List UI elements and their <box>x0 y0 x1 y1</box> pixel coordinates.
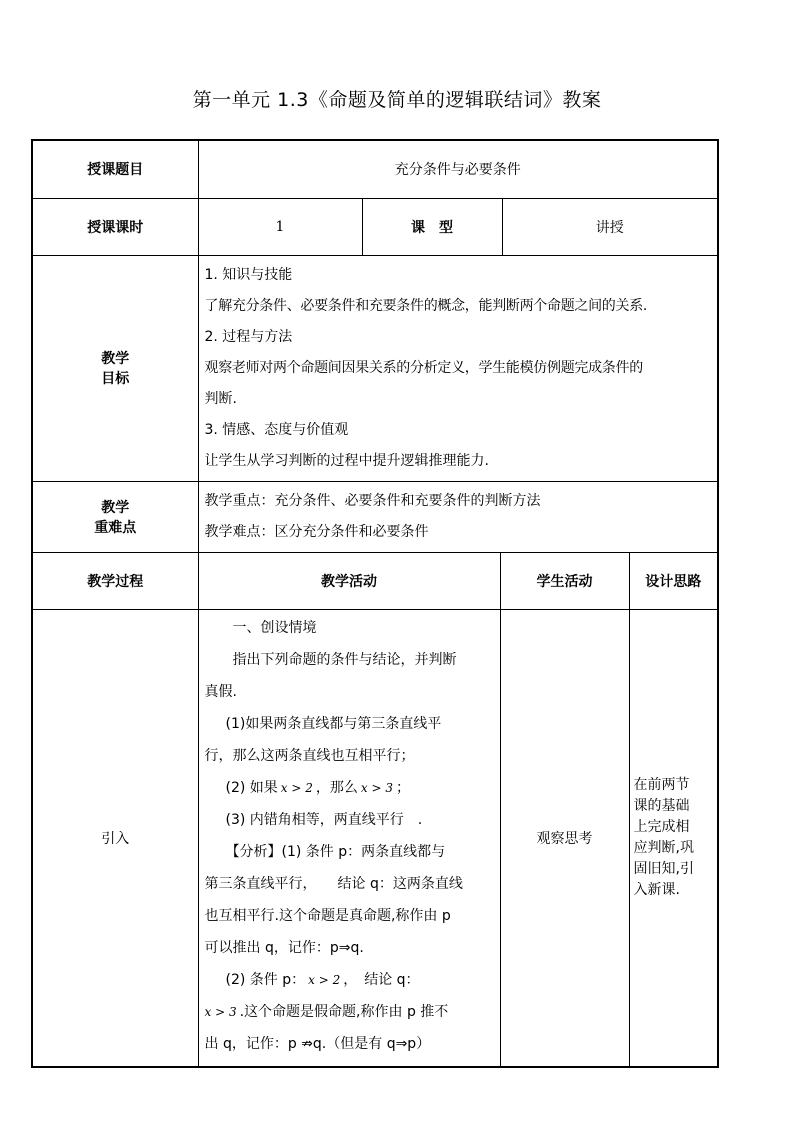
activity-line: (3) 内错角相等，两直线平行 . <box>225 811 423 828</box>
goals-line: 观察老师对两个命题间因果关系的分析定义，学生能模仿例题完成条件的 <box>204 359 643 376</box>
activity-line: 也互相平行.这个命题是真命题,称作由 p <box>204 907 451 924</box>
process-col-stage: 教学过程 <box>32 552 198 609</box>
design-line: 应判断,巩 <box>633 839 694 856</box>
process-col-student: 学生活动 <box>500 552 629 609</box>
page-title: 第一单元 1.3《命题及简单的逻辑联结词》教案 <box>192 89 602 111</box>
activity-text: (2) 如果 <box>225 779 278 796</box>
design-line: 固旧知,引 <box>633 860 694 877</box>
activity-line: 指出下列命题的条件与结论，并判断 <box>232 651 457 668</box>
key-label-line1: 教学 <box>101 499 130 516</box>
topic-label: 授课题目 <box>32 140 198 198</box>
activity-line <box>205 964 494 996</box>
key-points-content <box>198 481 718 552</box>
activity-line: 可以推出 q，记作：p⇒q. <box>204 939 364 956</box>
activity-text: (2) 条件 p： <box>225 971 306 988</box>
process-col-activity: 教学活动 <box>198 552 500 609</box>
intro-stage: 引入 <box>32 609 198 1067</box>
activity-line: 出 q，记作：p ⇏q.（但是有 q⇒p） <box>204 1035 431 1052</box>
activity-text: .这个命题是假命题,称作由 p 推不 <box>239 1003 449 1020</box>
activity-line: 真假. <box>204 683 237 700</box>
goals-line: 了解充分条件、必要条件和充要条件的概念，能判断两个命题之间的关系. <box>204 297 648 314</box>
process-header-row <box>32 552 718 609</box>
goals-line: 3. 情感、态度与价值观 <box>204 421 349 438</box>
key-points-row <box>32 481 718 552</box>
goals-line: 1. 知识与技能 <box>204 266 293 283</box>
math-x-gt-2: x > 2 <box>280 780 313 795</box>
goals-content <box>198 255 718 481</box>
math-x-gt-2: x > 2 <box>308 972 341 987</box>
activity-line: 第三条直线平行， 结论 q：这两条直线 <box>204 875 463 892</box>
design-line: 上完成相 <box>633 818 690 835</box>
activity-line <box>205 996 494 1028</box>
design-line: 入新课. <box>633 881 680 898</box>
activity-text: ， 结论 q： <box>343 971 420 988</box>
topic-value: 充分条件与必要条件 <box>198 140 718 198</box>
activity-line: (1)如果两条直线都与第三条直线平 <box>225 715 442 732</box>
activity-line: 行，那么这两条直线也互相平行； <box>204 747 415 764</box>
math-x-gt-3: x > 3 <box>360 780 393 795</box>
activity-line <box>205 772 494 804</box>
activity-text: ； <box>395 779 410 796</box>
key-point-line: 教学重点：充分条件、必要条件和充要条件的判断方法 <box>204 492 541 509</box>
intro-design <box>629 609 718 1067</box>
key-point-line: 教学难点：区分充分条件和必要条件 <box>204 523 429 540</box>
type-value: 讲授 <box>502 198 718 255</box>
design-line: 在前两节 <box>633 776 690 793</box>
goals-row <box>32 255 718 481</box>
goals-label-line1: 教学 <box>101 351 130 367</box>
hours-value: 1 <box>198 198 362 255</box>
goals-label-line2: 目标 <box>101 371 130 387</box>
intro-student-activity: 观察思考 <box>500 609 629 1067</box>
key-points-label <box>32 481 198 552</box>
activity-line: 【分析】(1) 条件 p：两条直线都与 <box>225 843 446 860</box>
hours-row <box>32 198 718 255</box>
intro-row <box>32 609 718 1067</box>
math-x-gt-3: x > 3 <box>204 1004 237 1019</box>
lesson-plan-table <box>31 139 719 1068</box>
activity-text: ，那么 <box>315 779 358 796</box>
goals-line: 让学生从学习判断的过程中提升逻辑推理能力. <box>204 452 489 469</box>
goals-label <box>32 255 198 481</box>
activity-line: 一、创设情境 <box>232 619 317 636</box>
design-line: 课的基础 <box>633 797 690 814</box>
goals-line: 2. 过程与方法 <box>204 328 293 345</box>
goals-line: 判断. <box>204 390 237 407</box>
intro-activity <box>198 609 500 1067</box>
key-label-line2: 重难点 <box>94 519 137 536</box>
topic-row <box>32 140 718 198</box>
process-col-design: 设计思路 <box>629 552 718 609</box>
hours-label: 授课课时 <box>32 198 198 255</box>
type-label: 课 型 <box>362 198 502 255</box>
